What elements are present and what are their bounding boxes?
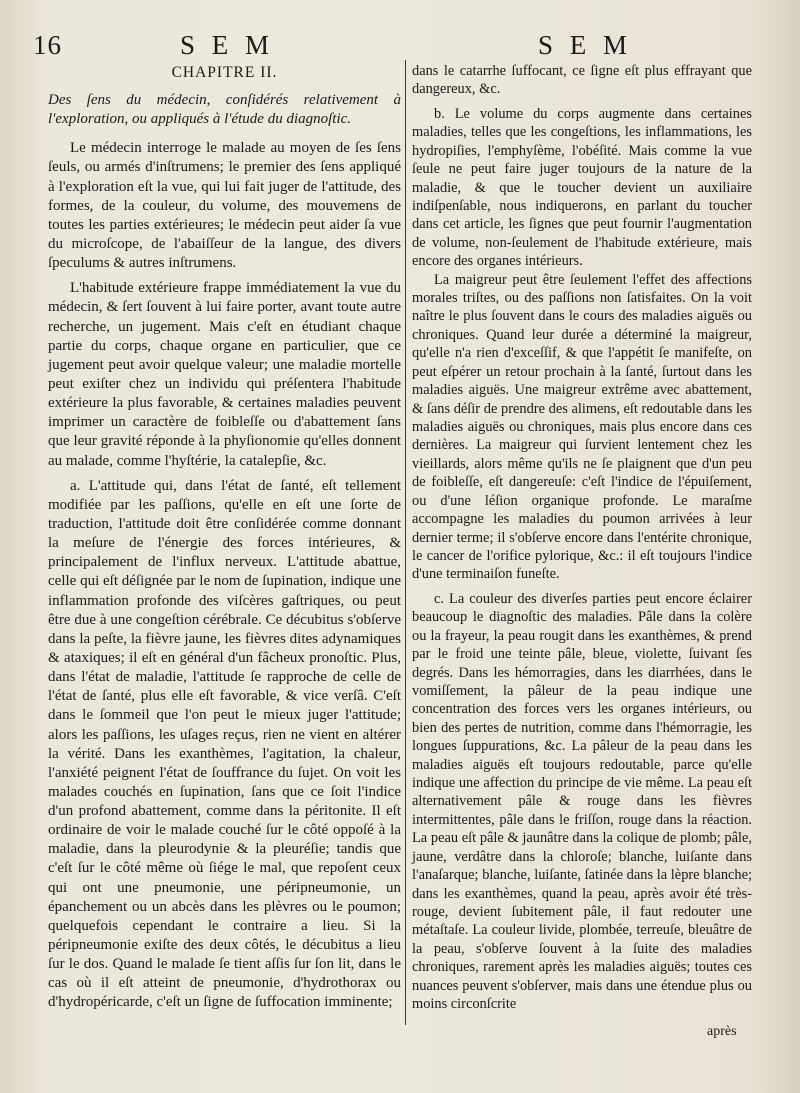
left-running-head: S E M (180, 30, 275, 60)
paragraph: a. L'attitude qui, dans l'état de ſanté, eſt tellement modifiée par les paſſions, qu'elle en eſt une ſorte de traduction, l'attitude doit être conſidérée comme donnant la meſure de l'énergie des forces intérieures, & principalement de l'influx nerveux. L'attitude abattue, celle qui eſt déſignée par le nom de ſupination, indique une inflammation profonde des viſcères gaſtriques, ou peut être due à une congeſtion cérébrale. Ce décubitus s'obſerve dans la peſte, la fièvre jaune, les fièvres dites adynamiques & ataxiques; il eſt en général d'un fâcheux pronoſtic. Plus, dans l'état de maladie, l'attitude ſe rapproche de celle de l'état de ſanté, plus elle eſt favorable, & vice verſâ. C'eſt dans le ſommeil que l'on peut le mieux juger l'attitude; alors les paſſions, les uſages reçus, rien ne vient en altérer la vérité. Dans les exanthèmes, l'agitation, la chaleur, l'anxiété peignent l'état de ſouffrance du ſujet. On voit les malades couchés en ſupination, ſans que ce ſoit l'indice d'un profond abattement, comme dans la péritonite. Il eſt ordinaire de voir le malade couché ſur le côté oppoſé à la maladie, dans la pleurodynie & la pleuréſie; tandis que c'eſt ſur le côté même où ſiége le mal, que repoſent ceux qui ont une pneumonie, une péripneumonie, un épanchement ou un abcès dans les plèvres ou le poumon; quelquefois cependant le contraire a lieu. Si la péripneumonie exiſte des deux côtés, le décubitus a lieu ſur le dos. Quand le malade ſe tient aſſis ſur ſon lit, dans le cas où il eſt atteint de pneumonie, d'hydrothorax ou d'hydropéricarde, c'eſt un ſigne de ſuffocation imminente; (48, 477, 401, 1011)
paragraph: dans le catarrhe ſuffocant, ce ſigne eſt plus effrayant que dangereux, &c. (412, 63, 752, 98)
catchword: après (707, 1024, 737, 1039)
right-column (412, 62, 752, 1014)
running-header (0, 30, 800, 60)
left-column (48, 62, 401, 1013)
paragraph: L'habitude extérieure frappe immédiatement la vue du médecin, & ſert ſouvent à lui faire porter, avant toute autre recherche, un jugement. Mais c'eſt en étudiant chaque partie du corps, chaque organe en particulier, que ce jugement peut avoir quelque valeur; une maladie mortelle peut exiſter chez un individu qui préſentera l'habitude extérieure la plus favorable, & certaines maladies peuvent imprimer un caractère de foibleſſe ou d'abattement ſans que leur gravité réponde à la phyſionomie qu'elles donnent au malade, comme l'hyſtérie, la catalepſie, &c. (48, 280, 401, 469)
paragraph: Le médecin interroge le malade au moyen de ſes ſens ſeuls, ou armés d'inſtrumens; le premier des ſens appliqué à l'exploration eſt la vue, qui lui fait juger de l'attitude, des formes, de la couleur, du volume, des mouvemens de toutes les parties extérieures; le médecin peut aider ſa vue du microſcope, de l'abaiſſeur de la langue, des divers ſpeculums & autres inſtrumens. (48, 140, 401, 272)
paragraph: b. Le volume du corps augmente dans certaines maladies, telles que les congeſtions, les inflammations, les hydropiſies, l'emphyſème, l'obéſité. Mais comme la vue ſeule ne peut faire juger toujours de la nature de la maladie, & que le toucher devient un auxiliaire indiſpenſable, nous indiquerons, en parlant du toucher dans cet article, les ſignes que peut fournir l'augmentation de volume, non-ſeulement de l'habitude extérieure, mais encore des organes intérieurs. (412, 105, 752, 270)
page-number: 16 (33, 30, 62, 60)
right-running-head: S E M (538, 30, 633, 60)
paragraph: La maigreur peut être ſeulement l'effet des affections morales triſtes, ou des paſſions non ſatisfaites. On la voit naître le plus ſouvent dans le cours des maladies aiguës ou chroniques. Quand leur durée a déterminé la maigreur, qu'elle n'a rien d'exceſſif, & que l'appétit ſe manifeſte, on peut eſpérer un retour prochain à la ſanté, ſurtout dans les maladies aiguës. Une maigreur extrême avec abattement, & ſans déſir de prendre des alimens, eſt redoutable dans les maladies aiguës ou chroniques, mais plus encore dans ces dernières. La maigreur qui ſurvient lentement chez les vieillards, alors même qu'ils ne ſe plaignent que d'un peu de foibleſſe, eſt dangereuſe: c'eſt l'indice de l'épuiſement, ou d'une léſion organique profonde. Le maraſme accompagne les maladies du poumon arrivées à leur dernier terme; il s'obſerve encore dans l'entérite chronique, le cancer de l'orifice pylorique, &c.: il eſt toujours l'indice d'une terminaiſon funeſte. (412, 271, 752, 583)
column-divider (405, 60, 406, 1025)
chapter-title: Des ſens du médecin, conſidérés relativement à l'exploration, ou appliqués à l'étude du diagnoſtic. (48, 92, 401, 128)
chapter-heading: CHAPITRE II. (171, 64, 278, 81)
paragraph: c. La couleur des diverſes parties peut encore éclairer beaucoup le diagnoſtic des maladies. Pâle dans la colère ou la frayeur, la peau rougit dans les exanthèmes, & prend par le froid une teinte pâle, bleue, violette, ſuivant ſes degrés. Dans les hémorragies, dans les diarrhées, dans le vomiſſement, la pâleur de la peau indique une concentration des forces vers les organes intérieurs, ou bien des pertes de nutrition, comme dans l'hémorragie, les longues ſuppurations, &c. La pâleur de la peau dans les maladies aiguës eſt toujours redoutable, parce qu'elle indique une affection du principe de vie même. La peau eſt alternativement pâle & rouge dans les fièvres intermittentes, pâle dans le friſſon, rouge dans la réaction. La peau eſt pâle & jaunâtre dans la colique de plomb; pâle, jaune, verdâtre dans la chloroſe; blanche, luiſante dans l'anaſarque; blanche, luiſante, ſatinée dans la lèpre blanche; dans les exanthèmes, quand la peau, après avoir été très-rouge, devient ſubitement pâle, il faut redouter une métaſtaſe. La couleur livide, plombée, terreuſe, bleuâtre de la peau, s'obſerve ſouvent à la ſuite des maladies chroniques, rarement après les maladies aiguës; toutes ces nuances peuvent s'obſerver, mais dans une étendue plus ou moins circonſcrite (412, 590, 752, 1013)
